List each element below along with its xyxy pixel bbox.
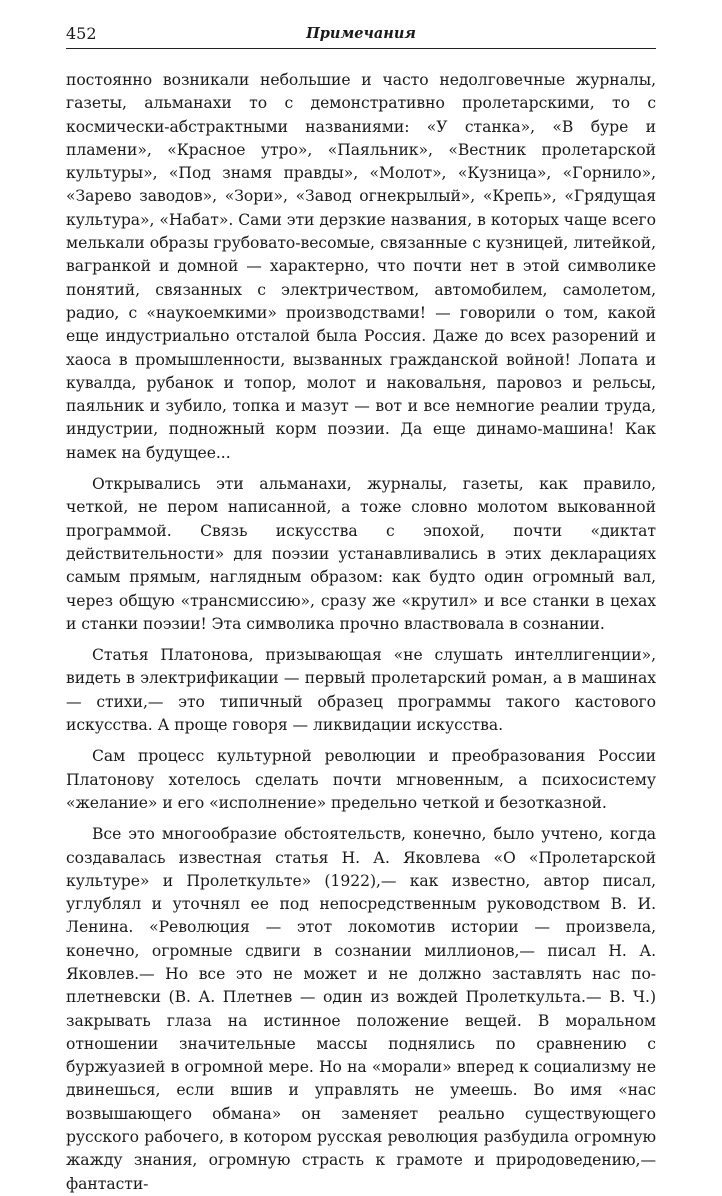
running-header [66, 22, 656, 49]
paragraph: Открывались эти альманахи, журналы, газеты, как правило, четкой, не пером написанной, а тоже словно молотом выкованной программой. Связь искусства с эпохой, почти «диктат действительности» для поэзии устанавливались в этих декларациях самым прямым, наглядным образом: как будто один огромный вал, через общую «трансмиссию», сразу же «крутил» и все станки в цехах и станки поэзии! Эта символика прочно властвовала в сознании. [66, 475, 656, 633]
paragraph: Сам процесс культурной революции и преобразования России Платонову хотелось сделать почти мгновенным, а психосистему «желание» и его «исполнение» предельно четкой и безотказной. [66, 747, 656, 812]
page-number: 452 [66, 24, 97, 43]
book-page [66, 22, 656, 1193]
body-text [66, 69, 656, 1196]
paragraph: Все это многообразие обстоятельств, конечно, было учтено, когда создавалась известная статья Н. А. Яковлева «О «Пролетарской культуре» и Пролеткульте» (1922),— как известно, автор писал, углублял и уточнял ее под непосредственным руководством В. И. Ленина. «Революция — этот локомотив истории — произвела, конечно, огромные сдвиги в сознании миллионов,— писал Н. А. Яковлев.— Но все это не может и не должно заставлять нас по-плетневски (В. А. Плетнев — один из вождей Пролеткульта.— В. Ч.) закрывать глаза на истинное положение вещей. В моральном отношении значительные массы поднялись по сравнению с буржуазией в огромной мере. Но на «морали» вперед к социализму не двинешься, если вшив и управлять не умеешь. Во имя «нас возвышающего обмана» он заменяет реально существующего русского рабочего, в котором русская революция разбудила огромную жажду знания, огромную страсть к грамоте и природоведению,— фантасти- [66, 825, 656, 1193]
paragraph: постоянно возникали небольшие и часто недолговечные журналы, газеты, альманахи то с демонстративно пролетарскими, то с космически-абстрактными названиями: «У станка», «В буре и пламени», «Красное утро», «Паяльник», «Вестник пролетарской культуры», «Под знамя правды», «Молот», «Кузница», «Горнило», «Зарево заводов», «Зори», «Завод огнекрылый», «Крепь», «Грядущая культура», «Набат». Сами эти дерзкие названия, в которых чаще всего мелькали образы грубовато-весомые, связанные с кузницей, литейкой, вагранкой и домной — характерно, что почти нет в этой символике понятий, связанных с электричеством, автомобилем, самолетом, радио, с «наукоемкими» производствами! — говорили о том, какой еще индустриально отсталой была Россия. Даже до всех разорений и хаоса в промышленности, вызванных гражданской войной! Лопата и кувалда, рубанок и топор, молот и наковальня, паровоз и рельсы, паяльник и зубило, топка и мазут — вот и все немногие реалии труда, индустрии, подножный корм поэзии. Да еще динамо-машина! Как намек на будущее... [66, 71, 656, 462]
section-title: Примечания [306, 25, 416, 42]
paragraph: Статья Платонова, призывающая «не слушать интеллигенции», видеть в электрификации — первый пролетарский роман, а в машинах — стихи,— это типичный образец программы такого кастового искусства. А проще говоря — ликвидации искусства. [66, 646, 656, 735]
